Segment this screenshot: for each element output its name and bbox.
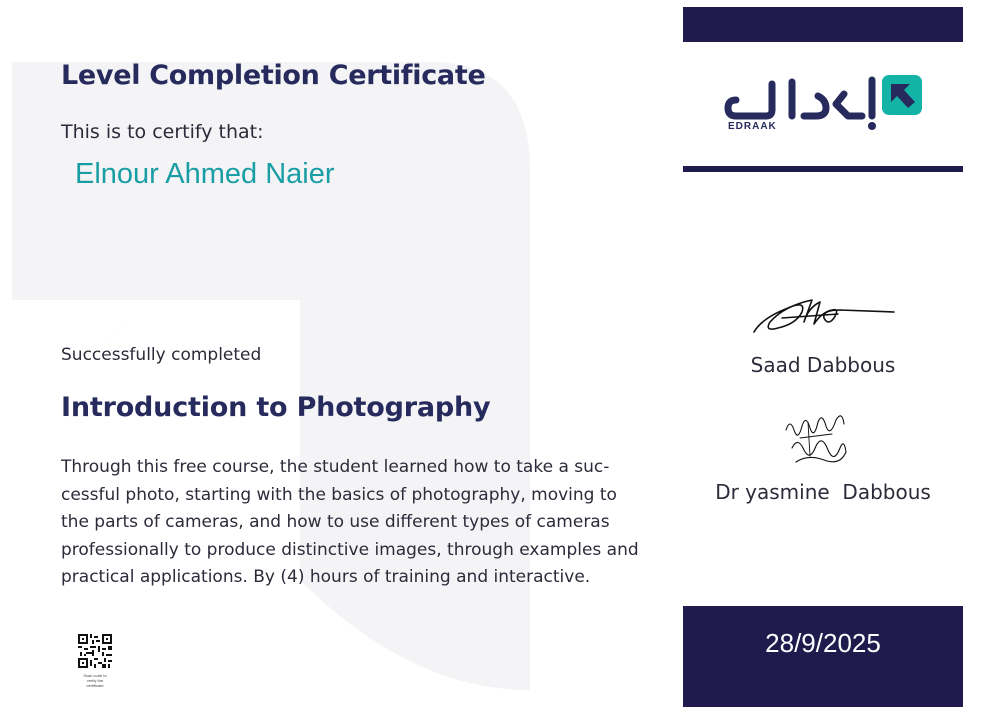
certify-text: This is to certify that: (61, 121, 264, 143)
edraak-arrow-icon (882, 75, 922, 115)
description-line: cessful photo, starting with the basics of photography, moving to (61, 484, 617, 505)
completed-text: Successfully completed (61, 345, 262, 365)
logo-latin-text: EDRAAK (728, 121, 777, 132)
description-line: professionally to produce distinctive images, through examples and (61, 539, 639, 560)
course-name: Introduction to Photography (61, 392, 491, 423)
signature-saad (748, 288, 898, 338)
description-line: the parts of cameras, and how to use different types of cameras (61, 512, 610, 532)
course-description (61, 454, 661, 592)
logo-divider (683, 166, 963, 172)
signer-name-1: Saad Dabbous (750, 353, 896, 377)
description-line: practical applications. By (4) hours of training and interactive. (61, 567, 591, 587)
description-line: Through this free course, the student learned how to take a suc- (61, 457, 610, 477)
student-name: Elnour Ahmed Naier (75, 158, 335, 190)
issue-date: 28/9/2025 (765, 628, 881, 658)
qr-code[interactable] (78, 634, 112, 668)
certificate-title: Level Completion Certificate (61, 60, 486, 91)
signature-yasmine (780, 408, 852, 472)
qr-caption: Scan code to verify the certificate (83, 673, 107, 688)
signer-name-2: Dr yasmine Dabbous (715, 480, 931, 504)
top-band (683, 7, 963, 42)
